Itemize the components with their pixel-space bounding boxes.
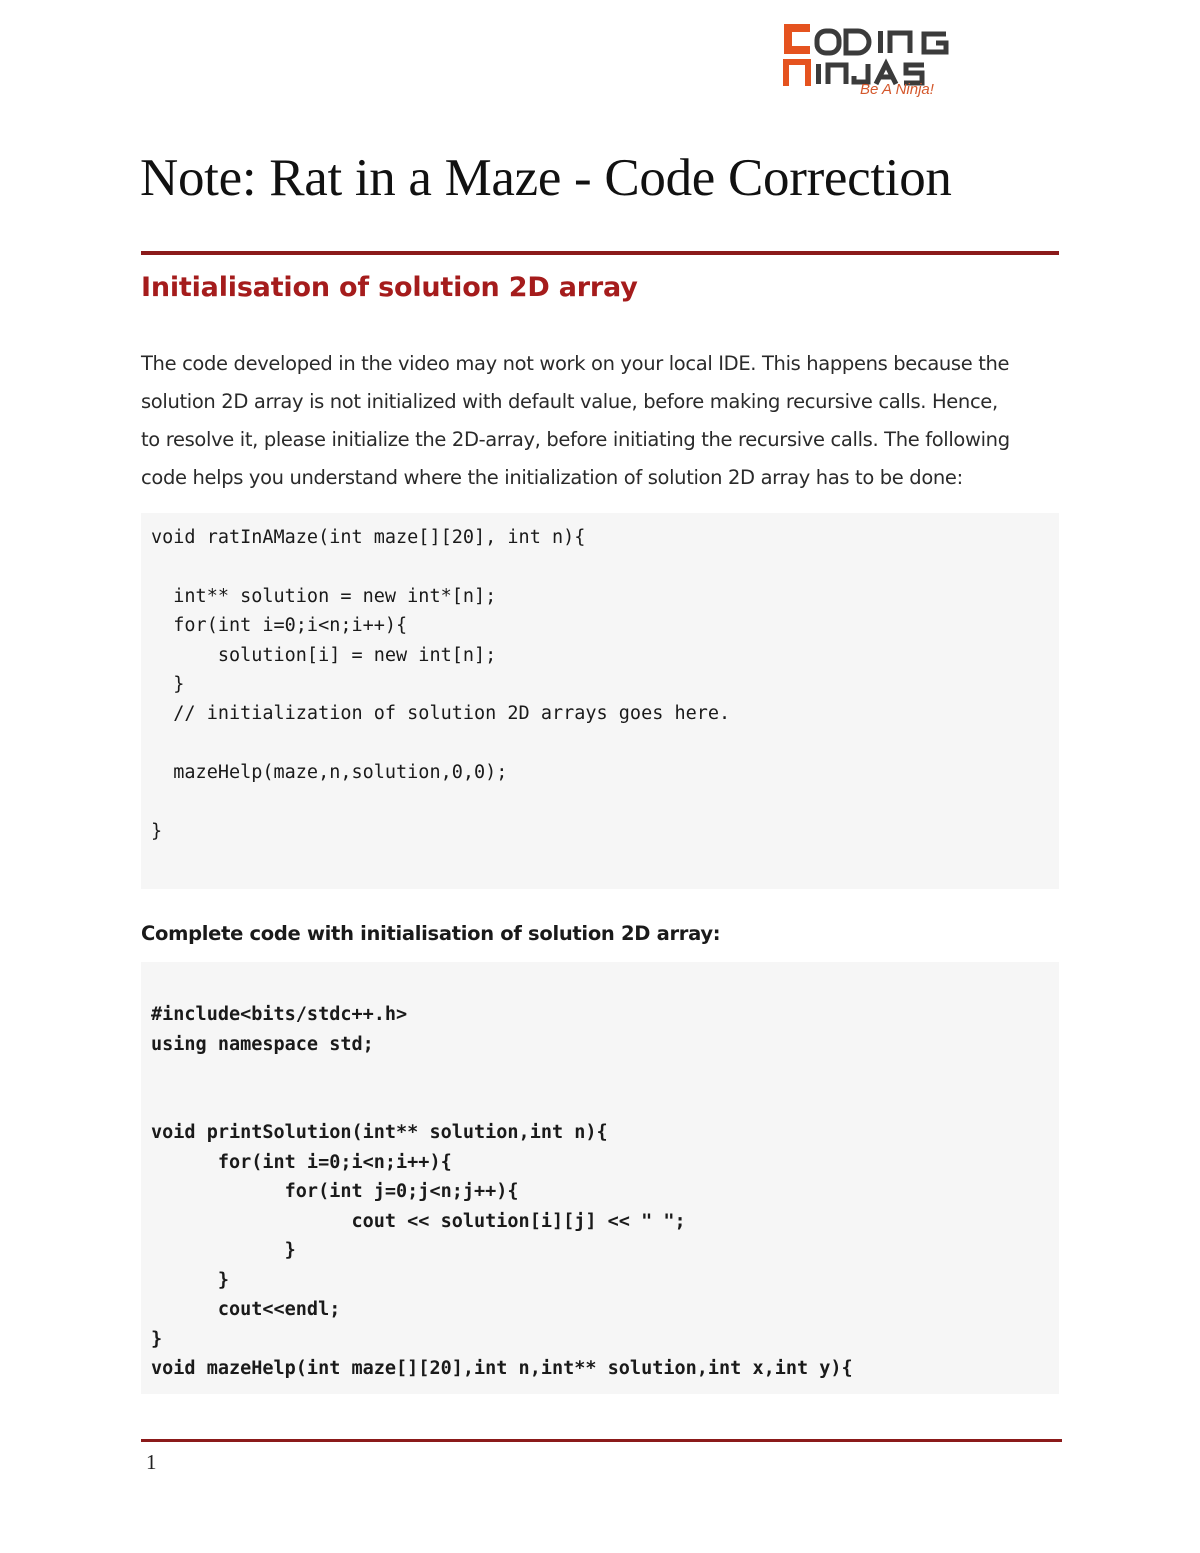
intro-line: solution 2D array is not initialized with default value, before making recursive calls. Hence, xyxy=(141,390,998,413)
code-line: cout<<endl; xyxy=(151,1299,341,1320)
code-line: void ratInAMaze(int maze[][20], int n){ xyxy=(151,527,586,548)
intro-line: The code developed in the video may not work on your local IDE. This happens because the xyxy=(141,352,1010,375)
coding-ninjas-logo-icon xyxy=(780,22,960,88)
footer-divider xyxy=(141,1439,1062,1442)
code-line: } xyxy=(151,1240,296,1261)
code-line: void mazeHelp(int maze[][20],int n,int** solution,int x,int y){ xyxy=(151,1358,853,1379)
code-line: for(int i=0;i<n;i++){ xyxy=(151,615,408,637)
code-line: using namespace std; xyxy=(151,1033,374,1055)
code-line: } xyxy=(151,820,163,842)
page-title: Note: Rat in a Maze - Code Correction xyxy=(140,149,952,207)
code-line: #include<bits/stdc++.h> xyxy=(151,1004,408,1025)
intro-line: to resolve it, please initialize the 2D-array, before initiating the recursive calls. The following xyxy=(141,428,1010,451)
code-line: } xyxy=(151,1328,163,1350)
section-heading: Initialisation of solution 2D array xyxy=(141,272,638,303)
code-line xyxy=(151,552,1059,581)
code-line xyxy=(151,1089,1059,1119)
code-snippet-ratinamaze xyxy=(141,513,1059,889)
intro-line: code helps you understand where the initialization of solution 2D array has to be done: xyxy=(141,466,963,489)
logo-tagline: Be A Ninja! xyxy=(860,81,934,98)
code-line: for(int j=0;j<n;j++){ xyxy=(151,1181,519,1202)
code-line xyxy=(151,729,1059,758)
code-line: for(int i=0;i<n;i++){ xyxy=(151,1151,452,1173)
code-line xyxy=(151,788,1059,817)
coding-ninjas-logo xyxy=(780,22,960,102)
code-snippet-complete xyxy=(141,962,1059,1394)
code-line: mazeHelp(maze,n,solution,0,0); xyxy=(151,762,508,784)
intro-paragraph xyxy=(141,345,1066,497)
page-number: 1 xyxy=(146,1450,157,1474)
code-line: } xyxy=(151,673,185,695)
code-line: solution[i] = new int[n]; xyxy=(151,644,497,666)
code-line: void printSolution(int** solution,int n){ xyxy=(151,1122,608,1143)
code-line: int** solution = new int*[n]; xyxy=(151,585,497,607)
title-divider xyxy=(141,251,1059,255)
code-line: cout << solution[i][j] << " "; xyxy=(151,1210,686,1232)
complete-code-heading: Complete code with initialisation of solution 2D array: xyxy=(141,922,721,945)
code-line xyxy=(151,1059,1059,1089)
code-line: // initialization of solution 2D arrays goes here. xyxy=(151,703,731,725)
code-line: } xyxy=(151,1269,229,1291)
